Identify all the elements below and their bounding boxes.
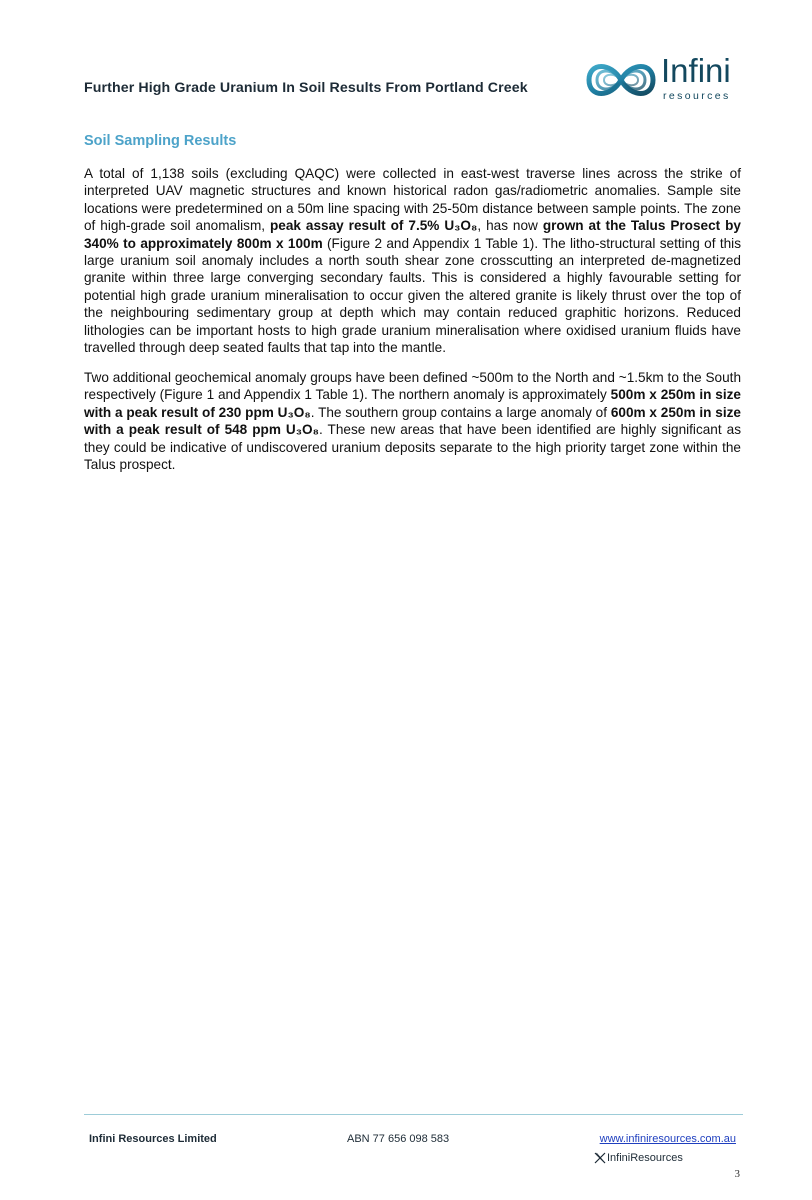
logo-wordmark: Infini — [661, 52, 731, 89]
social-handle: InfiniResources — [607, 1152, 683, 1164]
footer-company-name: Infini Resources Limited — [89, 1133, 217, 1145]
paragraph-text: . These new areas that have been identified are highly significant as they could be indicative of undiscovered uranium deposits separate to the high priority target zone within the Talus prospect. — [84, 422, 741, 473]
section-heading: Soil Sampling Results — [84, 133, 237, 149]
paragraph-text: Two additional geochemical anomaly groups have been defined ~500m to the North and ~1.5km to the South respectively (Figure 1 and Appendix 1 Table 1). The northern anomaly is approximately — [84, 370, 741, 403]
infini-logo — [581, 54, 746, 106]
footer-abn: ABN 77 656 098 583 — [347, 1133, 450, 1145]
document-title: Further High Grade Uranium In Soil Results From Portland Creek — [84, 80, 528, 96]
footer-divider — [84, 1114, 743, 1115]
paragraph-highlight: 600m x 250m in size with a peak result of 548 ppm U₃O₈ — [84, 404, 741, 438]
paragraph-text: A total of 1,138 soils (excluding QAQC) were collected in east-west traverse lines across the strike of interpreted UAV magnetic structures and known historical radon gas/radiometric anomalies. Sample site locations were predetermined on a 50m line spacing with 25-50m distance between sample points. The zone of high-grade soil anomalism, — [84, 166, 741, 234]
footer-website-link[interactable]: www.infiniresources.com.au — [599, 1133, 736, 1145]
paragraph-text: , has now — [477, 218, 543, 234]
infini-loop-icon — [581, 54, 661, 106]
paragraph-highlight: grown at the Talus Prosect by 340% to approximately 800m x 100m — [84, 218, 741, 251]
logo-subtitle: resources — [663, 90, 731, 102]
paragraph-highlight: peak assay result of 7.5% U₃O₈ — [270, 218, 478, 234]
page-header — [84, 50, 744, 110]
footer-social-link[interactable] — [594, 1152, 683, 1164]
x-icon — [594, 1152, 606, 1164]
paragraph-anomaly-groups — [84, 369, 741, 473]
page-number: 3 — [734, 1168, 740, 1180]
paragraph-text: (Figure 2 and Appendix 1 Table 1). The litho-structural setting of this large uranium soil anomaly includes a north south shear zone crosscutting an interpreted de-magnetized granite within three large converging secondary faults. This is considered a highly favourable setting for potential high grade uranium mineralisation to occur given the altered granite is likely thrust over the top of the neighbouring sedimentary group at depth which may contain reduced graphitic horizons. Reduced lithologies can be important hosts to high grade uranium mineralisation where oxidised uranium fluids have travelled through deep seated faults that tap into the mantle. — [84, 235, 741, 356]
paragraph-highlight: 500m x 250m in size with a peak result of 230 ppm U₃O₈ — [84, 387, 741, 420]
paragraph-soil-results — [84, 165, 741, 356]
paragraph-text: . The southern group contains a large anomaly of — [310, 404, 611, 420]
